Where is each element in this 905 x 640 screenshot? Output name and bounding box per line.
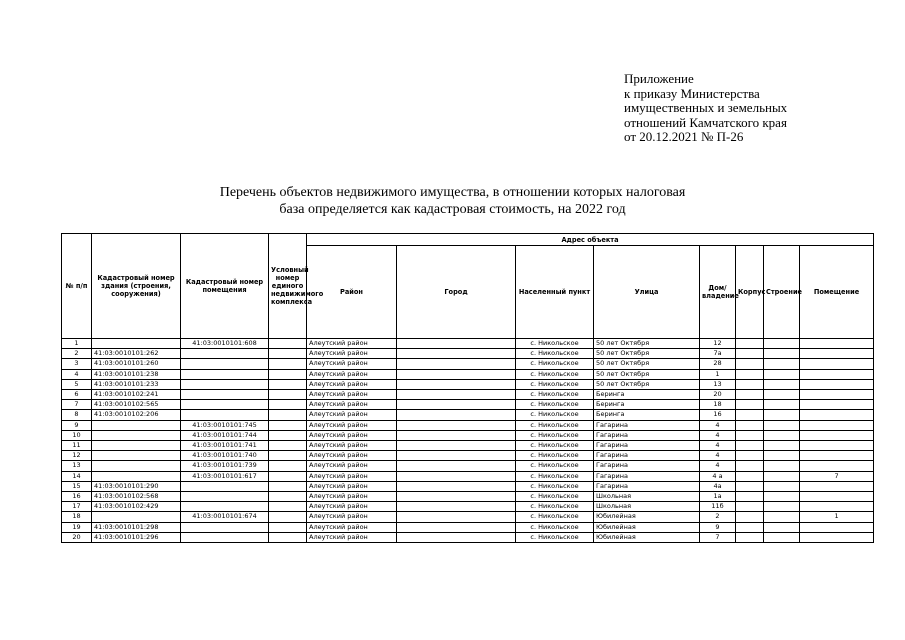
cell-street: Беринга	[594, 400, 700, 410]
table-row	[62, 502, 874, 512]
cell-city	[397, 410, 516, 420]
cell-district: Алеутский район	[307, 349, 397, 359]
cell-num: 4	[62, 369, 92, 379]
cell-building-cadastral: 41:03:0010102:429	[92, 502, 181, 512]
cell-house: 4	[700, 451, 736, 461]
cell-stroenie	[764, 461, 800, 471]
cell-district: Алеутский район	[307, 461, 397, 471]
cell-pomeshchenie	[800, 410, 874, 420]
header-korpus: Корпус	[736, 246, 764, 339]
cell-street: 50 лет Октября	[594, 379, 700, 389]
title-line: база определяется как кадастровая стоимость, на 2022 год	[279, 202, 626, 217]
cell-settlement: с. Никольское	[516, 522, 594, 532]
table-row	[62, 379, 874, 389]
cell-district: Алеутский район	[307, 379, 397, 389]
cell-district: Алеутский район	[307, 390, 397, 400]
cell-city	[397, 390, 516, 400]
cell-house: 4	[700, 430, 736, 440]
cell-city	[397, 522, 516, 532]
table-row	[62, 420, 874, 430]
cell-building-cadastral	[92, 339, 181, 349]
cell-room-cadastral: 41:03:0010101:739	[181, 461, 269, 471]
table-row	[62, 390, 874, 400]
cell-room-cadastral: 41:03:0010101:617	[181, 471, 269, 481]
cell-house: 7	[700, 532, 736, 542]
cell-house: 1	[700, 369, 736, 379]
cell-room-cadastral	[181, 532, 269, 542]
cell-num: 17	[62, 502, 92, 512]
header-settlement: Населенный пункт	[516, 246, 594, 339]
cell-room-cadastral	[181, 492, 269, 502]
cell-house: 11б	[700, 502, 736, 512]
cell-house: 28	[700, 359, 736, 369]
cell-korpus	[736, 339, 764, 349]
table-row	[62, 400, 874, 410]
cell-building-cadastral: 41:03:0010102:568	[92, 492, 181, 502]
cell-room-cadastral: 41:03:0010101:740	[181, 451, 269, 461]
cell-street: Юбилейная	[594, 522, 700, 532]
cell-stroenie	[764, 339, 800, 349]
cell-city	[397, 512, 516, 522]
cell-korpus	[736, 349, 764, 359]
cell-building-cadastral: 41:03:0010101:296	[92, 532, 181, 542]
cell-settlement: с. Никольское	[516, 349, 594, 359]
cell-street: Гагарина	[594, 430, 700, 440]
header-room-cadastral: Кадастровый номер помещения	[181, 234, 269, 339]
header-address-group: Адрес объекта	[307, 234, 874, 246]
table-row	[62, 532, 874, 542]
cell-pomeshchenie	[800, 420, 874, 430]
cell-complex-number	[269, 420, 307, 430]
cell-complex-number	[269, 400, 307, 410]
cell-settlement: с. Никольское	[516, 451, 594, 461]
cell-settlement: с. Никольское	[516, 339, 594, 349]
cell-room-cadastral	[181, 379, 269, 389]
table-row	[62, 522, 874, 532]
cell-num: 2	[62, 349, 92, 359]
cell-complex-number	[269, 451, 307, 461]
cell-pomeshchenie	[800, 532, 874, 542]
cell-pomeshchenie	[800, 349, 874, 359]
cell-city	[397, 532, 516, 542]
cell-street: 50 лет Октября	[594, 349, 700, 359]
cell-building-cadastral: 41:03:0010101:290	[92, 481, 181, 491]
cell-district: Алеутский район	[307, 512, 397, 522]
appendix-block	[624, 72, 884, 145]
cell-district: Алеутский район	[307, 532, 397, 542]
cell-building-cadastral	[92, 430, 181, 440]
cell-korpus	[736, 532, 764, 542]
cell-district: Алеутский район	[307, 420, 397, 430]
cell-district: Алеутский район	[307, 492, 397, 502]
table-row	[62, 430, 874, 440]
cell-house: 7а	[700, 349, 736, 359]
cell-room-cadastral	[181, 481, 269, 491]
cell-num: 3	[62, 359, 92, 369]
cell-pomeshchenie	[800, 369, 874, 379]
cell-building-cadastral	[92, 471, 181, 481]
cell-complex-number	[269, 410, 307, 420]
cell-room-cadastral	[181, 359, 269, 369]
cell-street: Гагарина	[594, 481, 700, 491]
cell-complex-number	[269, 390, 307, 400]
cell-korpus	[736, 441, 764, 451]
cell-room-cadastral: 41:03:0010101:674	[181, 512, 269, 522]
cell-district: Алеутский район	[307, 339, 397, 349]
appendix-line: отношений Камчатского края	[624, 114, 787, 130]
cell-num: 19	[62, 522, 92, 532]
cell-street: Гагарина	[594, 461, 700, 471]
cell-street: Гагарина	[594, 471, 700, 481]
header-stroenie: Строение	[764, 246, 800, 339]
cell-pomeshchenie	[800, 441, 874, 451]
cell-room-cadastral	[181, 369, 269, 379]
cell-street: Гагарина	[594, 451, 700, 461]
cell-city	[397, 349, 516, 359]
cell-num: 6	[62, 390, 92, 400]
cell-num: 1	[62, 339, 92, 349]
cell-settlement: с. Никольское	[516, 481, 594, 491]
cell-building-cadastral: 41:03:0010101:238	[92, 369, 181, 379]
cell-num: 7	[62, 400, 92, 410]
cell-pomeshchenie	[800, 461, 874, 471]
cell-room-cadastral	[181, 410, 269, 420]
cell-room-cadastral	[181, 390, 269, 400]
cell-street: Школьная	[594, 492, 700, 502]
cell-korpus	[736, 471, 764, 481]
cell-house: 20	[700, 390, 736, 400]
cell-district: Алеутский район	[307, 400, 397, 410]
cell-complex-number	[269, 359, 307, 369]
cell-num: 8	[62, 410, 92, 420]
cell-building-cadastral	[92, 420, 181, 430]
table-row	[62, 471, 874, 481]
cell-num: 13	[62, 461, 92, 471]
cell-num: 20	[62, 532, 92, 542]
cell-korpus	[736, 379, 764, 389]
cell-stroenie	[764, 420, 800, 430]
cell-num: 9	[62, 420, 92, 430]
cell-korpus	[736, 410, 764, 420]
cell-pomeshchenie: 1	[800, 512, 874, 522]
cell-pomeshchenie: 7	[800, 471, 874, 481]
cell-room-cadastral: 41:03:0010101:608	[181, 339, 269, 349]
cell-room-cadastral	[181, 400, 269, 410]
cell-room-cadastral	[181, 349, 269, 359]
cell-street: 50 лет Октября	[594, 339, 700, 349]
cell-stroenie	[764, 369, 800, 379]
cell-settlement: с. Никольское	[516, 400, 594, 410]
cell-street: Беринга	[594, 390, 700, 400]
cell-house: 9	[700, 522, 736, 532]
cell-num: 12	[62, 451, 92, 461]
table-row	[62, 492, 874, 502]
cell-house: 4а	[700, 481, 736, 491]
cell-house: 12	[700, 339, 736, 349]
cell-korpus	[736, 400, 764, 410]
cell-house: 16	[700, 410, 736, 420]
appendix-line: к приказу Министерства	[624, 85, 760, 101]
cell-pomeshchenie	[800, 339, 874, 349]
cell-pomeshchenie	[800, 359, 874, 369]
cell-settlement: с. Никольское	[516, 359, 594, 369]
cell-building-cadastral: 41:03:0010101:262	[92, 349, 181, 359]
cell-complex-number	[269, 502, 307, 512]
cell-complex-number	[269, 339, 307, 349]
cell-pomeshchenie	[800, 481, 874, 491]
cell-pomeshchenie	[800, 379, 874, 389]
cell-district: Алеутский район	[307, 441, 397, 451]
cell-stroenie	[764, 441, 800, 451]
cell-district: Алеутский район	[307, 451, 397, 461]
cell-building-cadastral: 41:03:0010101:298	[92, 522, 181, 532]
cell-pomeshchenie	[800, 502, 874, 512]
appendix-line: имущественных и земельных	[624, 100, 788, 116]
cell-settlement: с. Никольское	[516, 502, 594, 512]
cell-stroenie	[764, 390, 800, 400]
cell-korpus	[736, 451, 764, 461]
cell-district: Алеутский район	[307, 481, 397, 491]
table-row	[62, 369, 874, 379]
cell-pomeshchenie	[800, 430, 874, 440]
cell-city	[397, 359, 516, 369]
cell-settlement: с. Никольское	[516, 369, 594, 379]
table-row	[62, 512, 874, 522]
cell-city	[397, 400, 516, 410]
cell-district: Алеутский район	[307, 410, 397, 420]
cell-stroenie	[764, 492, 800, 502]
cell-num: 5	[62, 379, 92, 389]
cell-room-cadastral	[181, 522, 269, 532]
cell-house: 2	[700, 512, 736, 522]
appendix-line: от 20.12.2021 № П-26	[624, 129, 744, 145]
cell-stroenie	[764, 410, 800, 420]
cell-complex-number	[269, 522, 307, 532]
cell-building-cadastral: 41:03:0010102:241	[92, 390, 181, 400]
table-row	[62, 359, 874, 369]
cell-settlement: с. Никольское	[516, 379, 594, 389]
cell-settlement: с. Никольское	[516, 390, 594, 400]
cell-complex-number	[269, 349, 307, 359]
cell-korpus	[736, 369, 764, 379]
cell-house: 4	[700, 441, 736, 451]
cell-district: Алеутский район	[307, 502, 397, 512]
cell-building-cadastral: 41:03:0010102:206	[92, 410, 181, 420]
cell-room-cadastral	[181, 502, 269, 512]
cell-korpus	[736, 390, 764, 400]
cell-building-cadastral	[92, 512, 181, 522]
cell-complex-number	[269, 441, 307, 451]
cell-num: 15	[62, 481, 92, 491]
header-street: Улица	[594, 246, 700, 339]
cell-house: 1а	[700, 492, 736, 502]
cell-house: 13	[700, 379, 736, 389]
header-pomeshchenie: Помещение	[800, 246, 874, 339]
cell-city	[397, 502, 516, 512]
cell-complex-number	[269, 481, 307, 491]
cell-korpus	[736, 522, 764, 532]
table-row	[62, 481, 874, 491]
cell-pomeshchenie	[800, 522, 874, 532]
cell-stroenie	[764, 379, 800, 389]
cell-korpus	[736, 420, 764, 430]
cell-street: 50 лет Октября	[594, 369, 700, 379]
cell-street: Школьная	[594, 502, 700, 512]
cell-num: 11	[62, 441, 92, 451]
title-line: Перечень объектов недвижимого имущества, в отношении которых налоговая	[219, 185, 686, 200]
cell-complex-number	[269, 512, 307, 522]
cell-house: 4 а	[700, 471, 736, 481]
cell-district: Алеутский район	[307, 522, 397, 532]
cell-city	[397, 461, 516, 471]
cell-building-cadastral: 41:03:0010101:233	[92, 379, 181, 389]
cell-settlement: с. Никольское	[516, 420, 594, 430]
cell-city	[397, 339, 516, 349]
cell-korpus	[736, 502, 764, 512]
cell-complex-number	[269, 492, 307, 502]
cell-num: 10	[62, 430, 92, 440]
cell-stroenie	[764, 359, 800, 369]
table-row	[62, 451, 874, 461]
table-body	[62, 339, 874, 543]
document-title	[150, 184, 755, 218]
cell-city	[397, 451, 516, 461]
cell-building-cadastral	[92, 441, 181, 451]
cell-num: 16	[62, 492, 92, 502]
cell-city	[397, 481, 516, 491]
cell-stroenie	[764, 502, 800, 512]
cell-district: Алеутский район	[307, 471, 397, 481]
cell-house: 4	[700, 461, 736, 471]
cell-building-cadastral: 41:03:0010101:260	[92, 359, 181, 369]
cell-district: Алеутский район	[307, 430, 397, 440]
cell-pomeshchenie	[800, 451, 874, 461]
cell-pomeshchenie	[800, 400, 874, 410]
cell-street: Юбилейная	[594, 512, 700, 522]
cell-city	[397, 441, 516, 451]
table-row	[62, 410, 874, 420]
cell-complex-number	[269, 379, 307, 389]
cell-room-cadastral: 41:03:0010101:744	[181, 430, 269, 440]
cell-complex-number	[269, 369, 307, 379]
cell-pomeshchenie	[800, 492, 874, 502]
cell-korpus	[736, 461, 764, 471]
cell-house: 18	[700, 400, 736, 410]
cell-korpus	[736, 359, 764, 369]
cell-settlement: с. Никольское	[516, 471, 594, 481]
cell-num: 14	[62, 471, 92, 481]
table-row	[62, 349, 874, 359]
cell-stroenie	[764, 471, 800, 481]
cell-street: Беринга	[594, 410, 700, 420]
cell-house: 4	[700, 420, 736, 430]
header-city: Город	[397, 246, 516, 339]
cell-building-cadastral	[92, 451, 181, 461]
cell-room-cadastral: 41:03:0010101:745	[181, 420, 269, 430]
header-num: № п/п	[62, 234, 92, 339]
cell-complex-number	[269, 471, 307, 481]
cell-street: 50 лет Октября	[594, 359, 700, 369]
header-district: Район	[307, 246, 397, 339]
cell-district: Алеутский район	[307, 359, 397, 369]
cell-korpus	[736, 481, 764, 491]
cell-stroenie	[764, 400, 800, 410]
property-register-table	[61, 233, 874, 543]
cell-settlement: с. Никольское	[516, 430, 594, 440]
cell-settlement: с. Никольское	[516, 532, 594, 542]
cell-settlement: с. Никольское	[516, 512, 594, 522]
cell-city	[397, 379, 516, 389]
cell-num: 18	[62, 512, 92, 522]
cell-stroenie	[764, 512, 800, 522]
cell-city	[397, 471, 516, 481]
cell-korpus	[736, 512, 764, 522]
header-building-cadastral: Кадастровый номер здания (строения, сооружения)	[92, 234, 181, 339]
cell-stroenie	[764, 349, 800, 359]
cell-city	[397, 369, 516, 379]
cell-building-cadastral: 41:03:0010102:565	[92, 400, 181, 410]
appendix-line: Приложение	[624, 71, 694, 86]
cell-complex-number	[269, 461, 307, 471]
cell-building-cadastral	[92, 461, 181, 471]
cell-complex-number	[269, 532, 307, 542]
cell-district: Алеутский район	[307, 369, 397, 379]
cell-stroenie	[764, 532, 800, 542]
cell-settlement: с. Никольское	[516, 410, 594, 420]
table-row	[62, 441, 874, 451]
cell-settlement: с. Никольское	[516, 461, 594, 471]
cell-settlement: с. Никольское	[516, 441, 594, 451]
table-row	[62, 339, 874, 349]
cell-street: Гагарина	[594, 420, 700, 430]
cell-stroenie	[764, 522, 800, 532]
cell-korpus	[736, 492, 764, 502]
cell-stroenie	[764, 481, 800, 491]
cell-korpus	[736, 430, 764, 440]
cell-pomeshchenie	[800, 390, 874, 400]
header-house: Дом/ владение	[700, 246, 736, 339]
cell-street: Юбилейная	[594, 532, 700, 542]
cell-settlement: с. Никольское	[516, 492, 594, 502]
header-complex-number: Условный номер единого недвижимого комплекса	[269, 234, 307, 339]
cell-city	[397, 430, 516, 440]
cell-street: Гагарина	[594, 441, 700, 451]
cell-stroenie	[764, 430, 800, 440]
cell-stroenie	[764, 451, 800, 461]
cell-complex-number	[269, 430, 307, 440]
cell-room-cadastral: 41:03:0010101:741	[181, 441, 269, 451]
cell-city	[397, 492, 516, 502]
table-row	[62, 461, 874, 471]
cell-city	[397, 420, 516, 430]
